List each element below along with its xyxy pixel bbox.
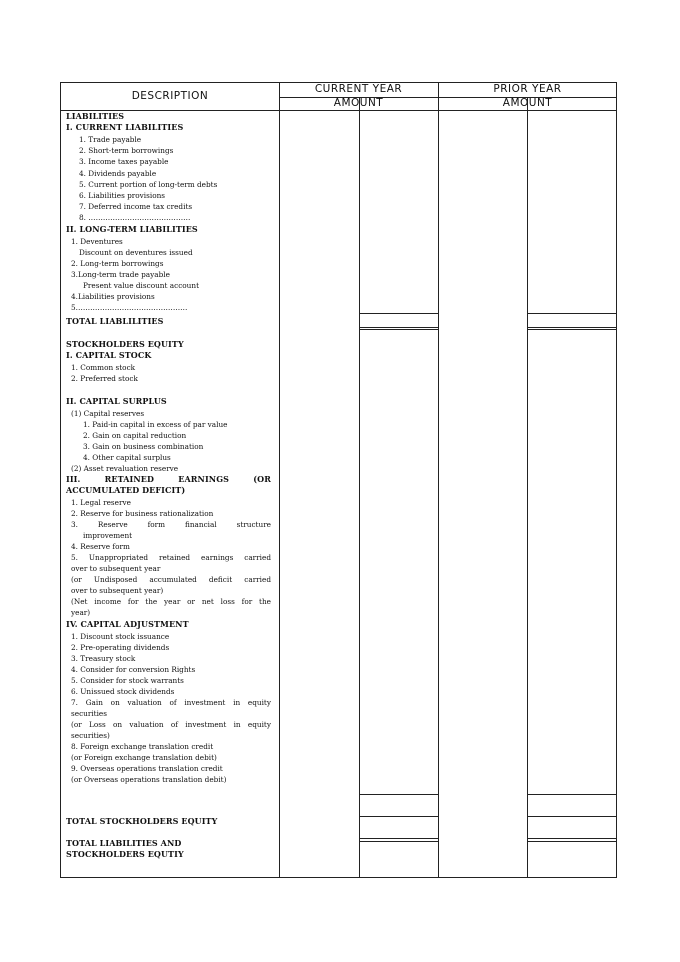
line-item: securities [71,709,107,718]
total-rule [527,327,617,328]
line-item: 1. Deventures [71,237,123,246]
line-item: 1. Trade payable [79,135,142,144]
line-item: 1. Paid-in capital in excess of par value [83,420,228,429]
total-rule [527,329,617,330]
line-item: Discount on deventures issued [79,248,193,257]
current-liabilities-heading: I. CURRENT LIABILITIES [66,122,184,132]
line-item: 4. Reserve form [71,542,130,551]
line-item: improvement [83,531,133,540]
line-item: (1) Capital reserves [71,409,145,418]
line-item: 2. Gain on capital reduction [83,431,187,440]
line-item: 5. Consider for stock warrants [71,676,184,685]
line-item: 6. Unissued stock dividends [71,687,175,696]
grand-total-label: TOTAL LIABILITIES AND [66,838,182,848]
subtotal-rule [527,313,617,314]
capital-surplus-heading: II. CAPITAL SURPLUS [66,396,167,406]
grand-total-rule [359,841,438,842]
prior-amount-header: AMOUNT [502,97,553,109]
line-item: (Net income for the year or net loss for the [71,597,271,606]
line-item: 1. Discount stock issuance [71,632,170,641]
line-item: 5. Current portion of long-term debts [79,180,218,189]
line-item: 4. Other capital surplus [83,453,171,462]
capital-adjustment-heading: IV. CAPITAL ADJUSTMENT [66,619,189,629]
line-item: 4. Consider for conversion Rights [71,665,196,674]
liabilities-heading: LIABILITIES [66,111,125,121]
subtotal-rule [527,794,617,795]
line-item: year) [71,608,91,617]
total-equity-label: TOTAL STOCKHOLDERS EQUITY [66,816,218,826]
line-item: 7. Gain on valuation of investment in equity [71,698,271,707]
line-item: over to subsequent year) [71,586,164,595]
line-item: 1. Legal reserve [71,498,131,507]
retained-earnings-heading: III. RETAINED EARNINGS (OR [66,474,271,484]
line-item: (or Overseas operations translation debit) [71,775,227,784]
line-item: 8. Foreign exchange translation credit [71,742,214,751]
column-divider [279,83,280,877]
line-item: 9. Overseas operations translation credit [71,764,223,773]
line-item: 3.Long-term trade payable [71,270,170,279]
line-item: over to subsequent year [71,564,161,573]
line-item: 2. Short-term borrowings [79,146,174,155]
line-item: (or Loss on valuation of investment in equity [71,720,271,729]
longterm-liabilities-heading: II. LONG-TERM LIABILITIES [66,224,198,234]
line-item: 3. Reserve form financial structure [71,520,271,529]
line-item: 2. Reserve for business rationalization [71,509,214,518]
capital-stock-heading: I. CAPITAL STOCK [66,350,152,360]
column-divider [438,83,439,877]
line-item: 4.Liabilities provisions [71,292,155,301]
line-item: 3. Treasury stock [71,654,136,663]
total-rule [359,329,438,330]
line-item: 6. Liabilities provisions [79,191,166,200]
column-divider [527,83,528,877]
total-liabilities-label: TOTAL LIABLILITIES [66,316,164,326]
current-year-header: CURRENT YEAR [314,83,403,95]
grand-total-rule [359,838,438,839]
current-amount-header: AMOUNT [333,97,384,109]
line-item: 4. Dividends payable [79,169,157,178]
prior-year-header: PRIOR YEAR [493,83,562,95]
line-item: (2) Asset revaluation reserve [71,464,179,473]
grand-total-label-cont: STOCKHOLDERS EQUTIY [66,849,184,859]
grand-total-rule [527,838,617,839]
subtotal-rule [359,794,438,795]
line-item: 1. Common stock [71,363,136,372]
line-item: 5. Unappropriated retained earnings carried [71,553,271,562]
line-item: (or Undisposed accumulated deficit carried [71,575,271,584]
retained-earnings-heading-cont: ACCUMULATED DEFICIT) [66,485,186,495]
line-item: 8. …………………………………… [79,213,191,222]
equity-heading: STOCKHOLDERS EQUITY [66,339,184,349]
line-item: 2. Preferred stock [71,374,138,383]
line-item: Present value discount account [83,281,200,290]
line-item: 7. Deferred income tax credits [79,202,193,211]
line-item: 2. Long-term borrowings [71,259,164,268]
balance-sheet-table [60,82,617,878]
line-item: securities) [71,731,110,740]
line-item: 3. Gain on business combination [83,442,204,451]
grand-total-rule [527,841,617,842]
line-item: 5.……………………………………… [71,303,188,312]
line-item: (or Foreign exchange translation debit) [71,753,217,762]
total-rule [359,816,438,817]
subtotal-rule [359,313,438,314]
line-item: 3. Income taxes payable [79,157,169,166]
description-header: DESCRIPTION [131,90,209,102]
line-item: 2. Pre-operating dividends [71,643,170,652]
total-rule [527,816,617,817]
header-rule [61,110,617,111]
column-divider [359,83,360,877]
total-rule [359,327,438,328]
